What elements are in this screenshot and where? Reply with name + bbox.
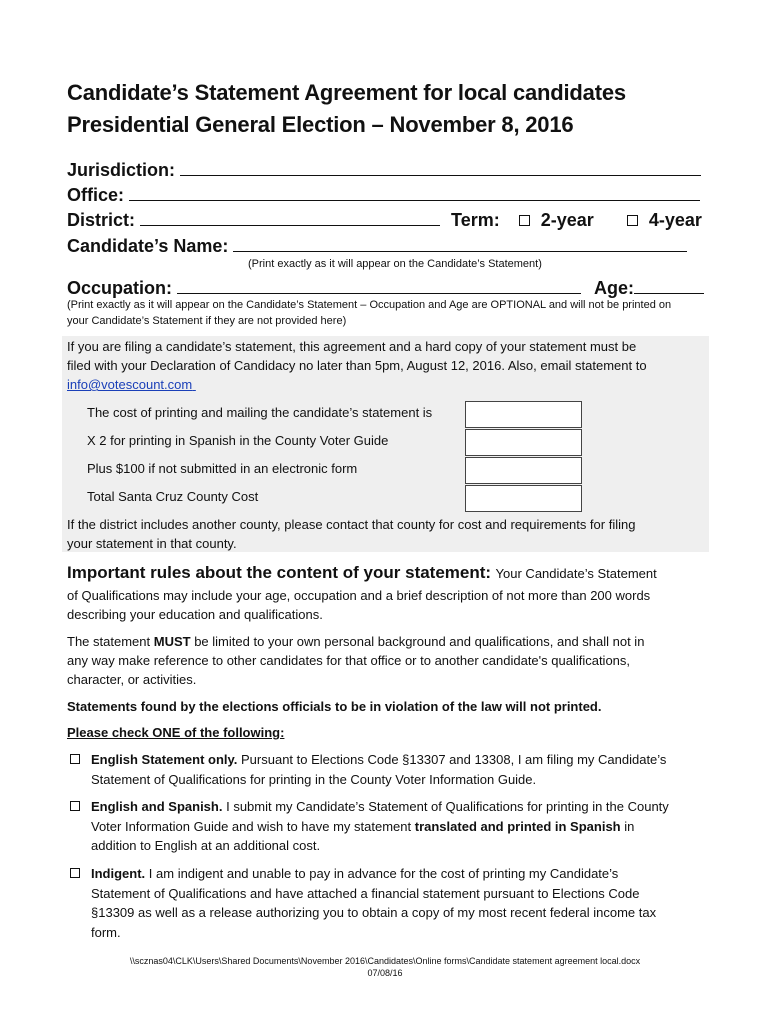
candidate-name-label: Candidate’s Name:	[67, 236, 229, 256]
option-spanish-text	[91, 797, 669, 856]
district-label: District:	[67, 210, 136, 230]
rules-intro-1: Your Candidate’s Statement	[495, 566, 657, 581]
cost-label-printing: The cost of printing and mailing the candidate’s statement is	[87, 405, 433, 420]
cost-box-printing[interactable]	[465, 401, 582, 428]
district-note-line-1: If the district includes another county, please contact that county for cost and requirements for filing	[67, 517, 636, 532]
jurisdiction-input-line[interactable]	[180, 158, 701, 176]
option-spanish-line-1	[91, 797, 669, 817]
indigent-checkbox[interactable]	[70, 868, 80, 878]
option-spanish-text-3: addition to English at an additional cost.	[91, 838, 321, 853]
must-line-2: any way make reference to other candidates for that office or to another candidate's qualifications,	[67, 653, 631, 668]
district-row	[67, 208, 702, 231]
cost-label-electronic: Plus $100 if not submitted in an electronic form	[87, 461, 358, 476]
option-english-text-2: Statement of Qualifications for printing in the County Voter Information Guide.	[91, 771, 537, 787]
filing-line-1: If you are filing a candidate’s statement, this agreement and a hard copy of your statement must be	[67, 339, 637, 354]
term-2year-checkbox[interactable]	[519, 215, 530, 226]
option-indigent-text	[91, 864, 656, 942]
check-one-heading: Please check ONE of the following:	[67, 725, 285, 740]
must-line-1a: The statement	[67, 634, 151, 649]
must-line-1c: be limited to your own personal background and qualifications, and shall not in	[194, 634, 645, 649]
term-4year-label: 4-year	[648, 210, 702, 230]
option-english-line-1	[91, 750, 666, 770]
form-title: Candidate’s Statement Agreement for local candidates	[67, 80, 626, 105]
candidate-name-row	[67, 234, 687, 257]
candidate-name-input-line[interactable]	[233, 234, 687, 252]
occupation-note-line-2: your Candidate’s Statement if they are not provided here)	[67, 315, 347, 327]
occupation-input-line[interactable]	[177, 276, 581, 294]
form-subtitle: Presidential General Election – November 8, 2016	[67, 112, 574, 137]
email-row	[67, 375, 196, 394]
footer-date: 07/08/16	[367, 968, 403, 978]
term-label: Term:	[451, 210, 500, 230]
english-spanish-checkbox[interactable]	[70, 801, 80, 811]
option-indigent-text-2: Statement of Qualifications and have attached a financial statement pursuant to Elections Code	[91, 885, 640, 901]
jurisdiction-label: Jurisdiction:	[67, 160, 176, 180]
option-spanish-text-2a: Voter Information Guide and wish to have my statement	[91, 818, 412, 834]
occupation-row	[67, 276, 704, 299]
option-english-text	[91, 750, 666, 789]
district-input-line[interactable]	[140, 208, 440, 226]
option-spanish-text-2b: translated and printed in Spanish	[414, 818, 621, 834]
rules-intro-2: of Qualifications may include your age, occupation and a brief description of not more than 200 words	[67, 588, 651, 603]
jurisdiction-row	[67, 158, 701, 181]
option-indigent	[67, 864, 707, 944]
email-link[interactable]: info@votescount.com	[67, 377, 193, 392]
option-spanish-text-2c: in	[624, 818, 635, 834]
age-input-line[interactable]	[634, 276, 704, 294]
option-indigent-label: Indigent.	[91, 866, 146, 881]
term-4year-checkbox[interactable]	[627, 215, 638, 226]
option-indigent-line-1	[91, 864, 656, 884]
english-only-checkbox[interactable]	[70, 754, 80, 764]
option-indigent-text-3: §13309 as well as a release authorizing you to obtain a copy of my most recent federal income tax	[91, 905, 657, 920]
footer-file-path: \\scznas04\CLK\Users\Shared Documents\November 2016\Candidates\Online forms\Candidate statement agreement local.docx	[129, 956, 641, 966]
option-spanish	[67, 797, 707, 857]
cost-box-electronic[interactable]	[465, 457, 582, 484]
option-indigent-text-4: form.	[91, 924, 121, 940]
must-line-1	[67, 632, 644, 651]
office-label: Office:	[67, 185, 125, 205]
term-2year-label: 2-year	[540, 210, 594, 230]
candidate-name-note: (Print exactly as it will appear on the Candidate’s Statement)	[248, 258, 542, 270]
option-spanish-text-1: I submit my Candidate’s Statement of Qualifications for printing in the County	[226, 799, 669, 814]
option-spanish-label: English and Spanish.	[91, 799, 223, 814]
age-label: Age:	[594, 278, 635, 298]
cost-box-spanish[interactable]	[465, 429, 582, 456]
violation-warning: Statements found by the elections officials to be in violation of the law will not printed.	[67, 699, 602, 714]
cost-label-spanish: X 2 for printing in Spanish in the County Voter Guide	[87, 433, 389, 448]
option-spanish-line-2	[91, 817, 669, 837]
office-input-line[interactable]	[129, 183, 700, 201]
occupation-note-line-1: (Print exactly as it will appear on the Candidate’s Statement – Occupation and Age are OPTIONAL and will not be printed on	[67, 299, 672, 311]
rules-intro-3: describing your education and qualifications.	[67, 607, 323, 622]
rules-heading-row	[67, 563, 657, 583]
occupation-label: Occupation:	[67, 278, 173, 298]
must-line-3: character, or activities.	[67, 672, 197, 687]
filing-line-2: filed with your Declaration of Candidacy no later than 5pm, August 12, 2016. Also, email statement to	[67, 358, 647, 373]
office-row	[67, 183, 700, 206]
must-emphasis: MUST	[153, 634, 191, 649]
option-english-label: English Statement only.	[91, 752, 238, 767]
rules-heading: Important rules about the content of your statement:	[67, 563, 492, 582]
cost-label-total: Total Santa Cruz County Cost	[87, 489, 259, 504]
email-link-trailing-space	[192, 377, 196, 392]
option-english	[67, 750, 707, 790]
cost-box-total[interactable]	[465, 485, 582, 512]
option-english-text-1: Pursuant to Elections Code §13307 and 13308, I am filing my Candidate’s	[241, 752, 667, 767]
option-indigent-text-1: I am indigent and unable to pay in advance for the cost of printing my Candidate’s	[148, 866, 619, 881]
district-note-line-2: your statement in that county.	[67, 536, 237, 551]
